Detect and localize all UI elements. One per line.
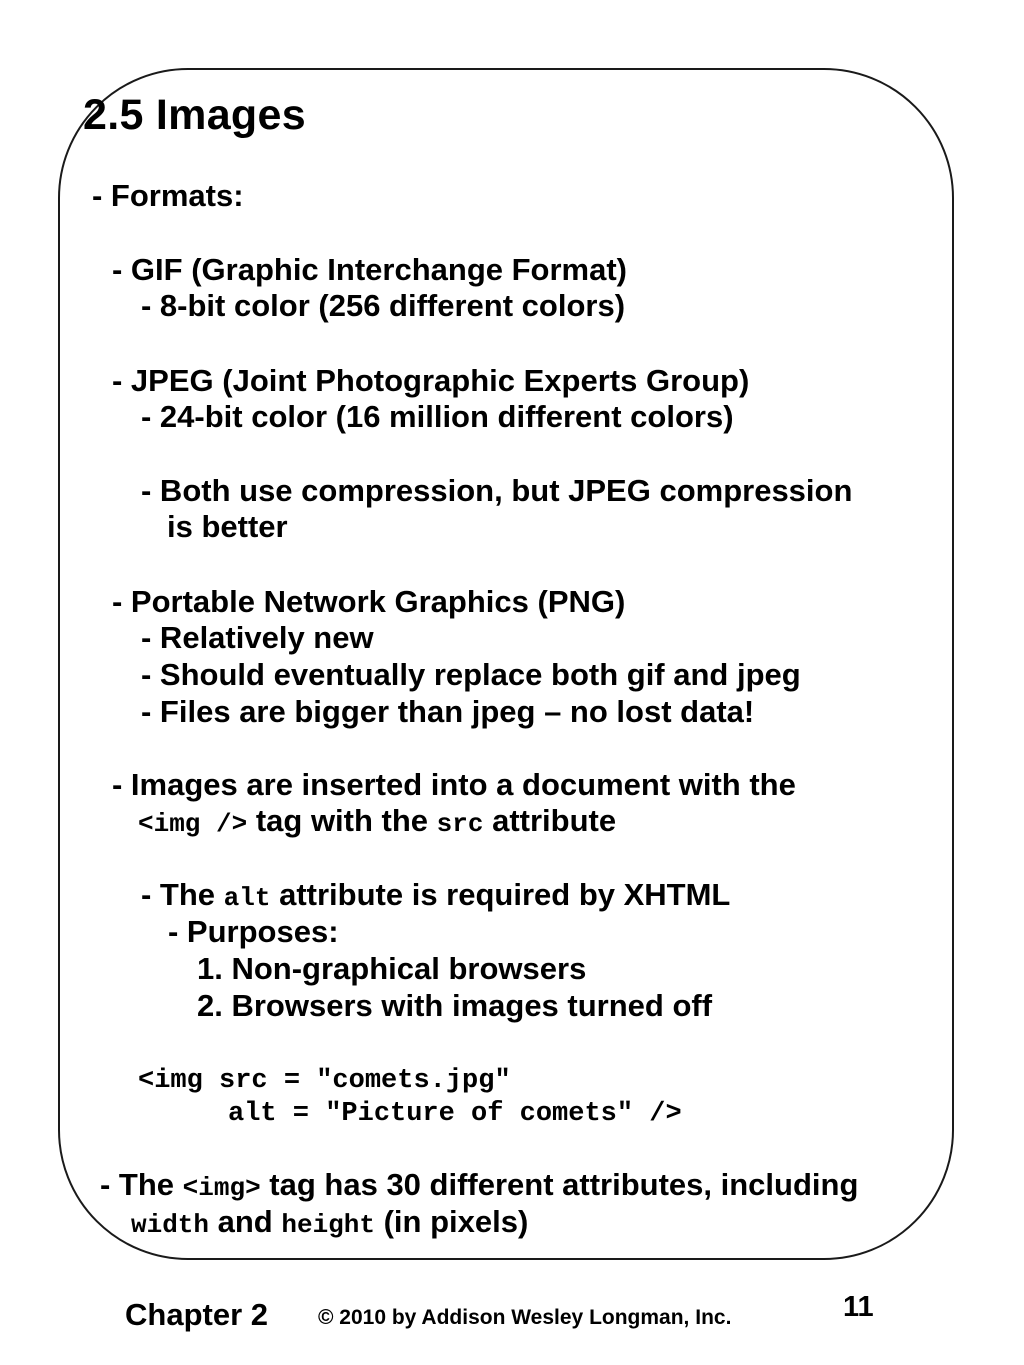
alt-post-text: attribute is required by XHTML xyxy=(270,877,731,912)
page-number: 11 xyxy=(843,1291,874,1323)
alt-attr-code: alt xyxy=(223,883,271,913)
img-tag-line-1: - Images are inserted into a document with the xyxy=(112,767,796,802)
compression-line-2: is better xyxy=(167,509,288,544)
jpeg-heading: - JPEG (Joint Photographic Experts Group) xyxy=(112,363,750,398)
attributes-note-line-2 xyxy=(131,1204,528,1243)
src-attr-code: src xyxy=(436,809,484,839)
width-attr-code: width xyxy=(131,1210,210,1240)
gif-detail: - 8-bit color (256 different colors) xyxy=(141,288,626,323)
png-heading: - Portable Network Graphics (PNG) xyxy=(112,584,626,619)
purpose-item: 1. Non-graphical browsers xyxy=(197,951,587,986)
img-tag-line-2 xyxy=(138,803,616,842)
img-tag-mid-text: tag with the xyxy=(247,803,437,838)
footer-copyright: © 2010 by Addison Wesley Longman, Inc. xyxy=(318,1306,732,1329)
height-attr-code: height xyxy=(281,1210,375,1240)
example-code-line-2: alt = "Picture of comets" /> xyxy=(228,1099,682,1129)
formats-label: - Formats: xyxy=(92,178,244,213)
and-text: and xyxy=(209,1204,282,1239)
img-tag-code: <img /> xyxy=(138,809,248,839)
jpeg-detail: - 24-bit color (16 million different colors) xyxy=(141,399,734,434)
attributes-pre-text: - The xyxy=(100,1167,183,1202)
alt-attr-line xyxy=(141,877,730,916)
png-item: - Should eventually replace both gif and jpeg xyxy=(141,657,801,692)
img-element-code: <img> xyxy=(182,1173,261,1203)
attributes-end-text: (in pixels) xyxy=(374,1204,529,1239)
gif-heading: - GIF (Graphic Interchange Format) xyxy=(112,252,627,287)
slide-title: 2.5 Images xyxy=(83,91,306,139)
purposes-label: - Purposes: xyxy=(168,914,339,949)
png-item: - Relatively new xyxy=(141,620,374,655)
alt-pre-text: - The xyxy=(141,877,224,912)
png-item: - Files are bigger than jpeg – no lost data! xyxy=(141,694,755,729)
attributes-note-line-1 xyxy=(100,1167,858,1206)
compression-line-1: - Both use compression, but JPEG compression xyxy=(141,473,853,508)
footer-chapter: Chapter 2 xyxy=(125,1297,268,1332)
img-tag-end-text: attribute xyxy=(483,803,617,838)
example-code-line-1: <img src = "comets.jpg" xyxy=(138,1066,511,1096)
purpose-item: 2. Browsers with images turned off xyxy=(197,988,713,1023)
attributes-post-text: tag has 30 different attributes, including xyxy=(260,1167,859,1202)
